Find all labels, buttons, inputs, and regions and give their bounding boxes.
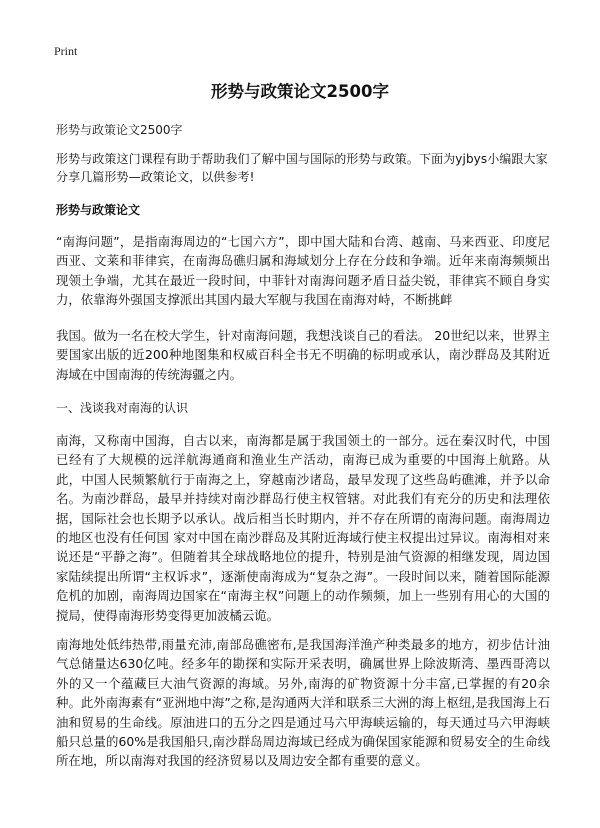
paragraph-2: 我国。做为一名在校大学生，针对南海问题，我想浅谈自己的看法。 20世纪以来，世界主要国家出版的近200种地图集和权威百科全书无不明确的标明或承认，南沙群岛及其附近海域在中国南海的传统海疆之内。 [56, 328, 550, 382]
page-title: 形势与政策论文2500字 [211, 82, 389, 101]
paragraph-4: 南海地处低纬热带,雨量充沛,南部岛礁密布,是我国海洋渔产种类最多的地方，初步估计油气总储量达630亿吨。经多年的勘探和实际开采表明，确属世界上除波斯湾、墨西哥湾以外的又一个蕴藏巨大油气资源的海域。另外,南海的矿物资源十分丰富,已掌握的有20余种。此外南海素有“亚洲地中海”之称,是沟通两大洋和联系三大洲的海上枢纽,是我国海上石油和贸易的生命线。原油进口的五分之四是通过马六甲海峡运输的，每天通过马六甲海峡船只总量的60%是我国船只,南沙群岛周边海域已经成为确保国家能源和贸易安全的生命线所在地，所以南海对我国的经济贸易以及周边安全都有重要的意义。 [56, 637, 550, 769]
paragraph-3: 南海，又称南中国海，自古以来，南海都是属于我国领土的一部分。远在秦汉时代，中国已经有了大规模的远洋航海通商和渔业生产活动，南海已成为重要的中国海上航路。从此，中国人民频繁航行于南海之上，穿越南沙诸岛，最早发现了这些岛屿礁滩，并予以命名。为南沙群岛，最早并持续对南沙群岛行使主权管辖。对此我们有充分的历史和法理依据，国际社会也长期予以承认。战后相当长时期内，并不存在所谓的南海问题。南海周边的地区也没有任何国 家对中国在南沙群岛及其附近海域行使主权提出过异议。南海相对来说还是“平静之海”。但随着其全球战略地位的提升，特别是油气资源的相继发现，周边国家陆续提出所谓“主权诉求”，逐渐使南海成为“复杂之海”。一段时间以来，随着国际能源危机的加剧，南海周边国家在“南海主权”问题上的动作频频，加上一些别有用心的大国的搅局，使得南海形势变得更加波橘云诡。 [56, 433, 550, 623]
section-heading-1: 一、浅谈我对南海的认识 [56, 401, 189, 415]
subtitle-line: 形势与政策论文2500字 [56, 123, 183, 137]
paragraph-1: “南海问题”，是指南海周边的“七国六方”，即中国大陆和台湾、越南、马来西亚、印度尼西亚、文莱和菲律宾，在南海岛礁归属和海域划分上存在分歧和争端。近年来南海频频出现领土争端，尤其在最近一段时间，中菲针对南海问题矛盾日益尖锐，菲律宾不顾自身实力，依靠海外强国支撑派出其国内最大军舰与我国在南海对峙，不断挑衅 [56, 234, 550, 308]
print-label: Print [54, 44, 78, 58]
section-heading-bold: 形势与政策论文 [56, 203, 141, 217]
intro-paragraph: 形势与政策这门课程有助于帮助我们了解中国与国际的形势与政策。下面为yjbys小编跟大家分享几篇形势—政策论文，以供参考! [56, 152, 548, 184]
